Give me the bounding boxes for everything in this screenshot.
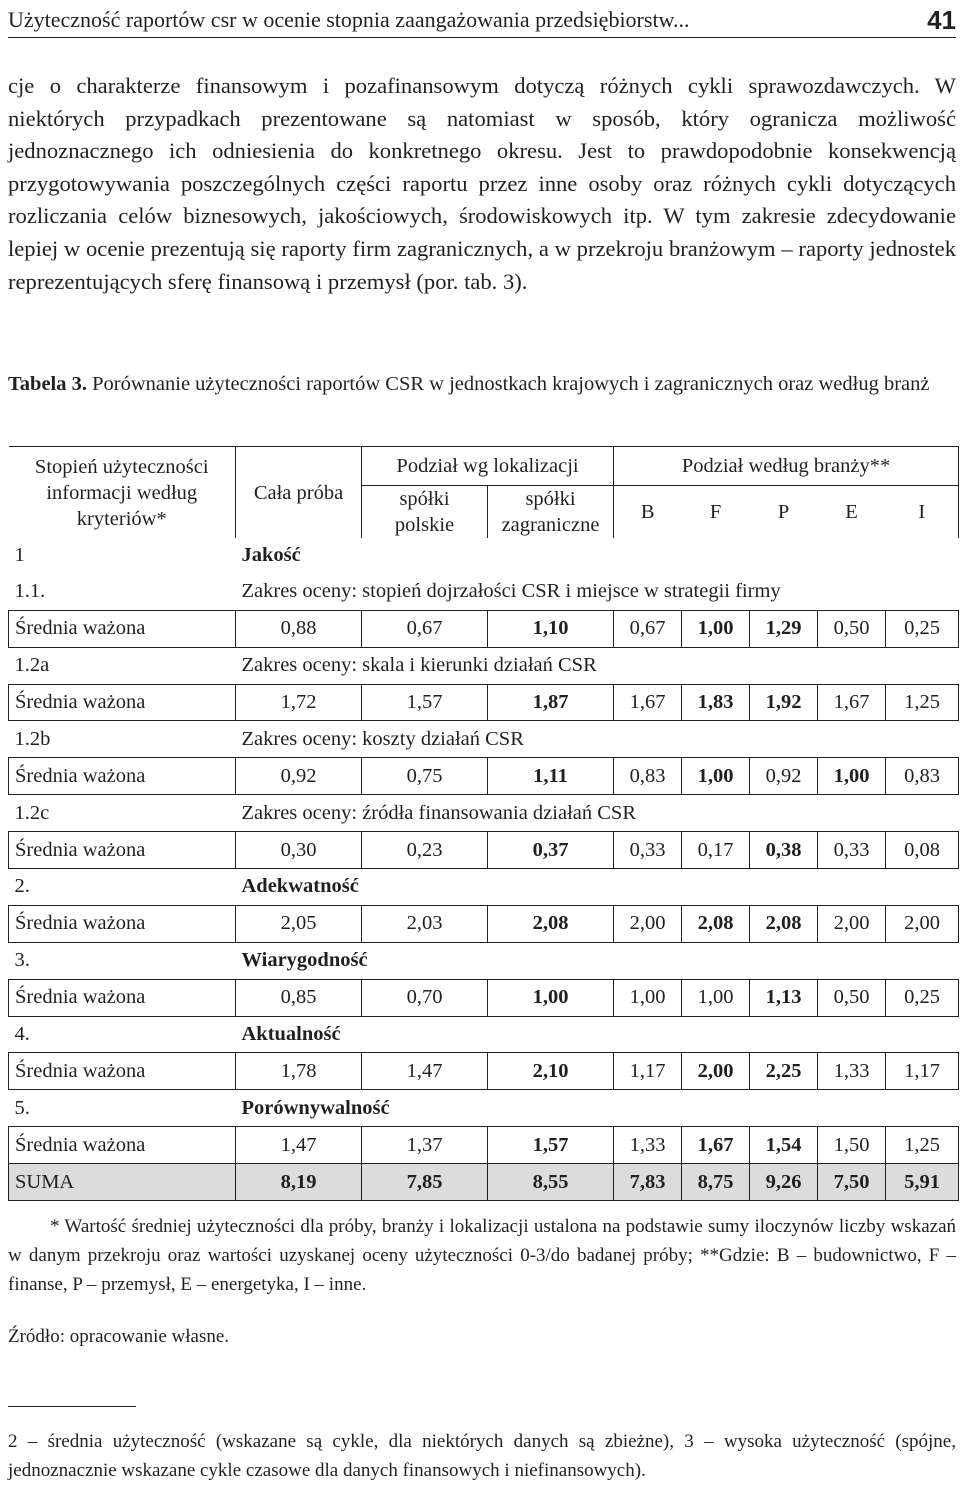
value-cell: 1,25: [886, 1127, 959, 1164]
table-footnote: * Wartość średniej użyteczności dla próby, branży i lokalizacji ustalona na podstawie sumy iloczynów liczby wskazań w danym przekroju oraz wartości uzyskanej oceny użyteczności 0-3/do badanej próby; **Gdzie: B – budownictwo, F – finanse, P – przemysł, E – energetyka, I – inne.: [8, 1216, 956, 1295]
section-row: [9, 1016, 959, 1053]
sum-value-cell: 9,26: [750, 1164, 818, 1201]
sum-value-cell: 7,85: [362, 1164, 488, 1201]
value-cell: 1,92: [750, 684, 818, 721]
value-cell: 1,29: [750, 610, 818, 647]
value-cell: 0,33: [614, 832, 682, 869]
value-cell: 1,33: [818, 1053, 886, 1090]
value-cell: 0,30: [236, 832, 362, 869]
section-title: Porównywalność: [241, 1096, 390, 1119]
value-cell: 1,47: [362, 1053, 488, 1090]
value-cell: 1,37: [362, 1127, 488, 1164]
value-cell: 0,33: [818, 832, 886, 869]
row-label: Średnia ważona: [9, 610, 236, 647]
value-cell: 0,67: [614, 610, 682, 647]
running-header: [8, 0, 956, 38]
value-cell: 1,67: [818, 684, 886, 721]
value-cell: 0,25: [886, 979, 959, 1016]
table-header-row-1: [9, 447, 959, 486]
value-cell: 1,83: [682, 684, 750, 721]
page-footnote: 2 – średnia użyteczność (wskazane są cykle, dla niektórych danych są zbieżne), 3 – wysoka użyteczność (spójne, jednoznacznie wskazane cykle czasowe dla danych finansowych i niefinansowych).: [8, 1431, 956, 1481]
table-caption-text: Porównanie użyteczności raportów CSR w jednostkach krajowych i zagranicznych oraz według branż: [87, 373, 930, 395]
section-title: Aktualność: [241, 1023, 341, 1046]
row-label: Średnia ważona: [9, 1127, 236, 1164]
row-label: Średnia ważona: [9, 979, 236, 1016]
value-cell: 1,13: [750, 979, 818, 1016]
header-industry-e: E: [845, 501, 858, 523]
value-cell: 1,00: [682, 979, 750, 1016]
section-title: Zakres oceny: skala i kierunki działań CSR: [241, 654, 597, 677]
weighted-average-row: [9, 1127, 959, 1164]
table-caption: [8, 370, 956, 399]
sum-value-cell: 8,55: [488, 1164, 614, 1201]
weighted-average-row: [9, 832, 959, 869]
value-cell: 1,57: [488, 1127, 614, 1164]
value-cell: 0,50: [818, 979, 886, 1016]
value-cell: 1,50: [818, 1127, 886, 1164]
row-label: Średnia ważona: [9, 905, 236, 942]
weighted-average-row: [9, 905, 959, 942]
value-cell: 1,00: [682, 610, 750, 647]
value-cell: 1,10: [488, 610, 614, 647]
section-code: 1.2a: [14, 654, 50, 677]
section-row: [9, 721, 959, 758]
value-cell: 1,54: [750, 1127, 818, 1164]
value-cell: 2,00: [682, 1053, 750, 1090]
sum-value-cell: 8,19: [236, 1164, 362, 1201]
value-cell: 1,78: [236, 1053, 362, 1090]
value-cell: 2,00: [818, 905, 886, 942]
value-cell: 1,25: [886, 684, 959, 721]
section-row: [9, 574, 959, 610]
section-row: [9, 942, 959, 979]
section-title: Wiarygodność: [241, 949, 368, 972]
section-code: 1.2b: [14, 727, 51, 750]
header-whole-sample: Cała próba: [236, 447, 362, 539]
section-code: 4.: [14, 1023, 30, 1046]
weighted-average-row: [9, 610, 959, 647]
value-cell: 0,92: [236, 758, 362, 795]
comparison-table: [8, 446, 959, 1201]
weighted-average-row: [9, 1053, 959, 1090]
row-label: Średnia ważona: [9, 832, 236, 869]
value-cell: 1,00: [682, 758, 750, 795]
weighted-average-row: [9, 979, 959, 1016]
table-source: Źródło: opracowanie własne.: [8, 1326, 230, 1347]
value-cell: 0,50: [818, 610, 886, 647]
value-cell: 2,00: [614, 905, 682, 942]
header-location-group: Podział wg lokalizacji: [362, 447, 614, 486]
value-cell: 2,08: [750, 905, 818, 942]
sum-value-cell: 8,75: [682, 1164, 750, 1201]
value-cell: 2,25: [750, 1053, 818, 1090]
value-cell: 2,08: [488, 905, 614, 942]
section-code: 1: [14, 544, 25, 567]
value-cell: 1,11: [488, 758, 614, 795]
sum-label: SUMA: [9, 1164, 236, 1201]
section-code: 2.: [14, 875, 30, 898]
value-cell: 1,57: [362, 684, 488, 721]
weighted-average-row: [9, 758, 959, 795]
value-cell: 2,05: [236, 905, 362, 942]
value-cell: 1,87: [488, 684, 614, 721]
header-industry-group: Podział według branży**: [614, 447, 959, 486]
header-industry-p: P: [777, 501, 790, 523]
value-cell: 0,83: [614, 758, 682, 795]
section-code: 1.2c: [14, 801, 50, 824]
section-title: Jakość: [241, 544, 301, 567]
header-industry-f: F: [709, 501, 722, 523]
row-label: Średnia ważona: [9, 1053, 236, 1090]
header-criteria: Stopień użyteczności informacji według kryteriów*: [9, 447, 236, 539]
section-row: [9, 647, 959, 684]
section-row: [9, 795, 959, 832]
section-row: [9, 1090, 959, 1127]
section-code: 5.: [14, 1096, 30, 1119]
weighted-average-row: [9, 684, 959, 721]
value-cell: 0,75: [362, 758, 488, 795]
value-cell: 2,03: [362, 905, 488, 942]
value-cell: 2,08: [682, 905, 750, 942]
value-cell: 1,67: [682, 1127, 750, 1164]
header-foreign: spółki zagraniczne: [488, 486, 614, 539]
section-title: Adekwatność: [241, 875, 359, 898]
value-cell: 0,67: [362, 610, 488, 647]
value-cell: 0,08: [886, 832, 959, 869]
sum-row: [9, 1164, 959, 1201]
value-cell: 2,00: [886, 905, 959, 942]
value-cell: 0,17: [682, 832, 750, 869]
footnote-divider: [8, 1406, 136, 1407]
value-cell: 0,38: [750, 832, 818, 869]
row-label: Średnia ważona: [9, 758, 236, 795]
value-cell: 1,72: [236, 684, 362, 721]
value-cell: 1,33: [614, 1127, 682, 1164]
row-label: Średnia ważona: [9, 684, 236, 721]
value-cell: 1,00: [614, 979, 682, 1016]
table-body: [9, 447, 959, 1201]
section-title: Zakres oceny: źródła finansowania działań CSR: [241, 801, 636, 824]
header-industry-i: I: [886, 486, 959, 539]
value-cell: 0,85: [236, 979, 362, 1016]
value-cell: 1,17: [886, 1053, 959, 1090]
sum-value-cell: 5,91: [886, 1164, 959, 1201]
section-code: 1.1.: [14, 580, 46, 603]
running-title: Użyteczność raportów csr w ocenie stopnia zaangażowania przedsiębiorstw...: [8, 7, 690, 32]
value-cell: 0,88: [236, 610, 362, 647]
value-cell: 0,25: [886, 610, 959, 647]
value-cell: 0,37: [488, 832, 614, 869]
body-paragraph: cje o charakterze finansowym i pozafinansowym dotyczą różnych cykli sprawozdawczych. W niektórych przypadkach prezentowane są natomiast w sposób, który ogranicza możliwość jednoznacznego ich odniesienia do konkretnego okresu. Jest to prawdopodobnie konsekwencją przygotowywania poszczególnych części raportu przez inne osoby oraz różnych cykli dotyczących rozliczania celów biznesowych, jakościowych, środowiskowych itp. W tym zakresie zdecydowanie lepiej w ocenie prezentują się raporty firm zagranicznych, a w przekroju branżowym – raporty jednostek reprezentujących sferę finansową i przemysł (por. tab. 3).: [8, 73, 956, 294]
header-polish: spółki polskie: [362, 486, 488, 539]
value-cell: 0,23: [362, 832, 488, 869]
value-cell: 0,83: [886, 758, 959, 795]
sum-value-cell: 7,50: [818, 1164, 886, 1201]
value-cell: 2,10: [488, 1053, 614, 1090]
value-cell: 1,00: [488, 979, 614, 1016]
sum-value-cell: 7,83: [614, 1164, 682, 1201]
page-number: 41: [927, 5, 956, 35]
section-row: [9, 869, 959, 906]
section-title: Zakres oceny: stopień dojrzałości CSR i miejsce w strategii firmy: [241, 580, 781, 603]
section-row-top: [9, 538, 959, 574]
value-cell: 1,67: [614, 684, 682, 721]
section-code: 3.: [14, 949, 30, 972]
value-cell: 1,47: [236, 1127, 362, 1164]
value-cell: 1,00: [818, 758, 886, 795]
header-industry-b: B: [614, 486, 682, 539]
table-caption-label: Tabela 3.: [8, 373, 87, 395]
value-cell: 0,70: [362, 979, 488, 1016]
section-title: Zakres oceny: koszty działań CSR: [241, 727, 524, 750]
value-cell: 0,92: [750, 758, 818, 795]
value-cell: 1,17: [614, 1053, 682, 1090]
